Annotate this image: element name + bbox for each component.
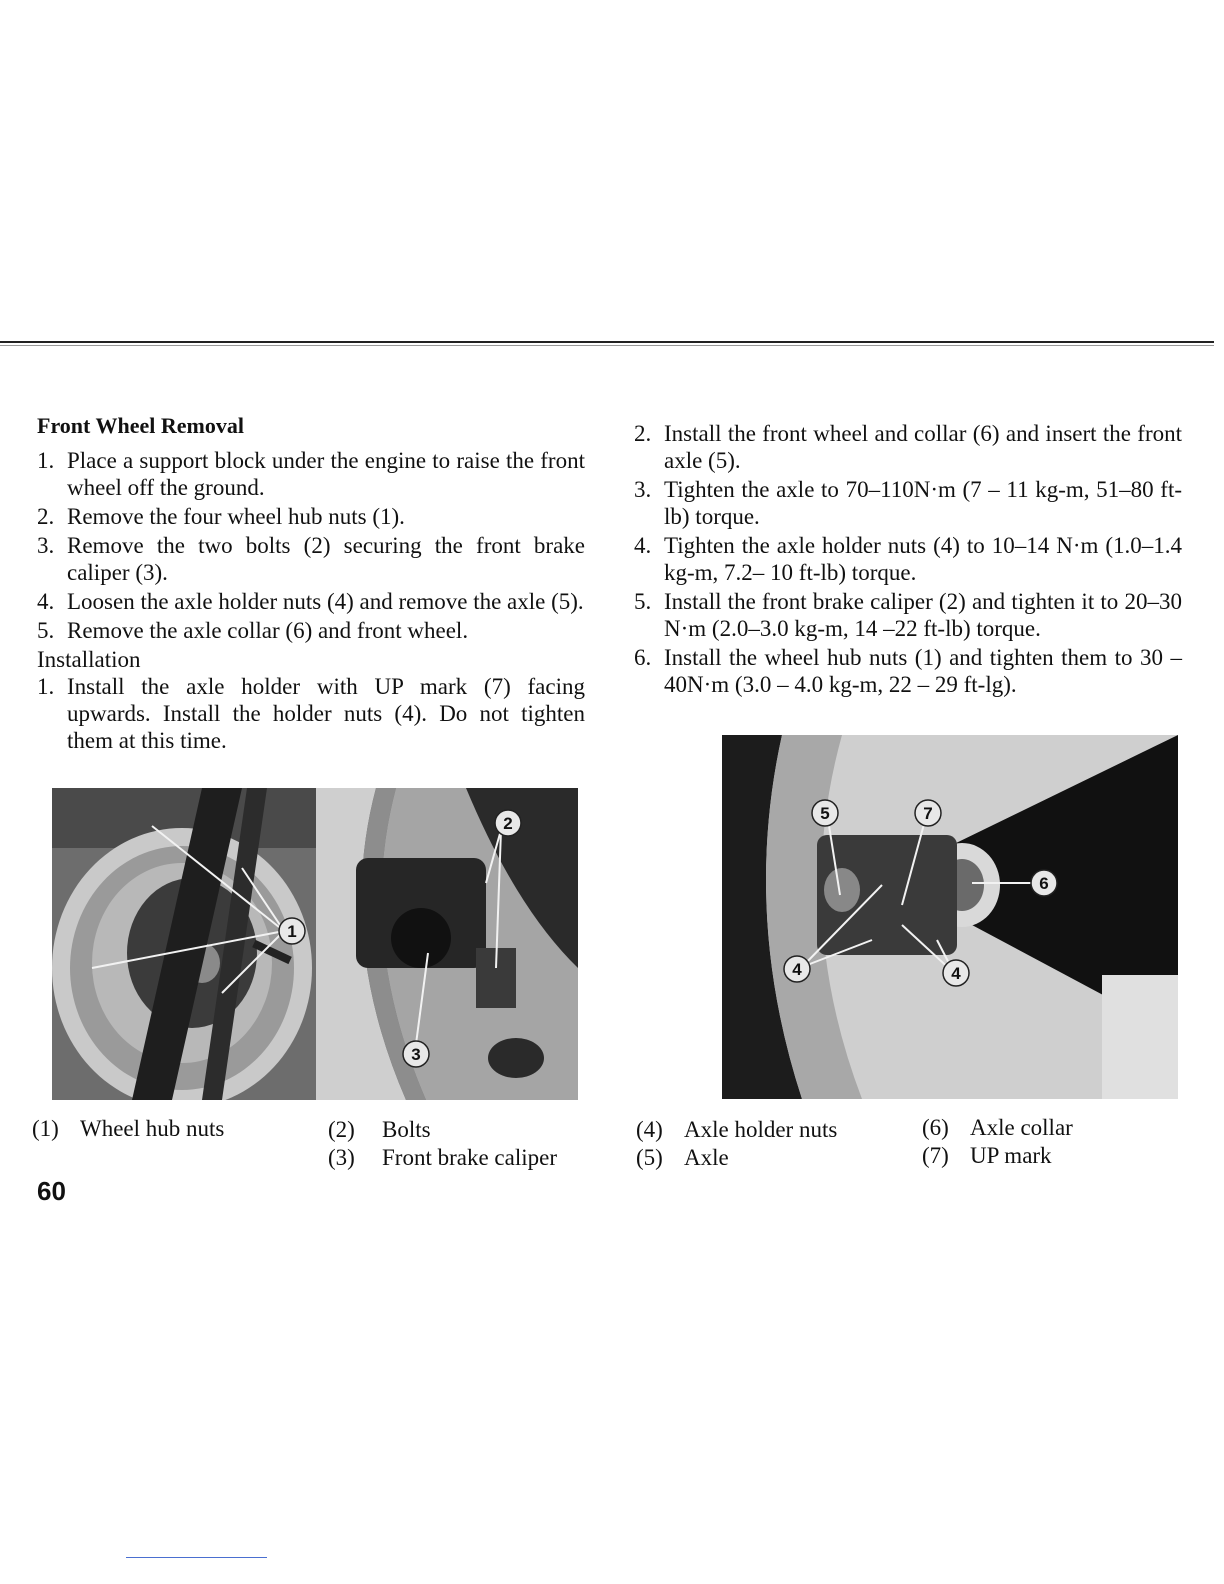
removal-steps	[37, 447, 585, 644]
list-item: 2. Remove the four wheel hub nuts (1).	[37, 504, 405, 529]
callout-3	[403, 1041, 429, 1067]
svg-text:5: 5	[820, 804, 830, 823]
wheel-hub-photo	[52, 788, 316, 1100]
caption-2: (2) Bolts	[328, 1117, 431, 1142]
callout-4a	[784, 956, 810, 982]
bottom-line	[126, 1557, 267, 1558]
caption-4: (4) Axle holder nuts	[636, 1117, 838, 1142]
caption-1: (1) Wheel hub nuts	[32, 1116, 225, 1141]
installation-heading: Installation	[37, 647, 141, 672]
callout-7	[915, 800, 941, 826]
right-column	[634, 420, 1182, 700]
list-item: 6. Install the wheel hub nuts (1) and tighten them to 30 – 40N·m (3.0 – 4.0 kg-m, 22 – 29 ft-lg).	[634, 645, 1182, 697]
caption-6: (6) Axle collar	[922, 1115, 1073, 1140]
callout-2	[495, 810, 521, 836]
install-steps	[37, 673, 585, 754]
list-item: 1. Place a support block under the engine to raise the front wheel off the ground.	[37, 448, 585, 500]
callout-6	[1031, 870, 1057, 896]
brake-caliper-photo	[316, 788, 578, 1100]
install-steps-continued	[634, 420, 1182, 698]
caption-7: (7) UP mark	[922, 1143, 1052, 1168]
svg-text:3: 3	[411, 1045, 421, 1064]
list-item: 1. Install the axle holder with UP mark (7) facing upwards. Install the holder nuts (4). Do not tighten them at this time.	[37, 674, 585, 753]
list-item: 5. Install the front brake caliper (2) and tighten it to 20–30 N·m (2.0–3.0 kg-m, 14 –22 ft-lb) torque.	[634, 589, 1182, 641]
top-rule	[0, 341, 1214, 343]
callout-4b	[943, 960, 969, 986]
list-item: 3. Remove the two bolts (2) securing the front brake caliper (3).	[37, 533, 585, 585]
callout-5	[812, 800, 838, 826]
top-rule-thin	[0, 345, 1214, 346]
list-item: 4. Tighten the axle holder nuts (4) to 10–14 N·m (1.0–1.4 kg-m, 7.2– 10 ft-lb) torque.	[634, 533, 1182, 585]
svg-text:6: 6	[1039, 874, 1049, 893]
svg-text:1: 1	[287, 922, 297, 941]
list-item: 3. Tighten the axle to 70–110N·m (7 – 11 kg-m, 51–80 ft-lb) torque.	[634, 477, 1182, 529]
svg-text:2: 2	[503, 814, 513, 833]
svg-text:7: 7	[923, 804, 933, 823]
section-heading: Front Wheel Removal	[37, 413, 244, 438]
axle-photo	[722, 735, 1178, 1099]
svg-text:4: 4	[792, 960, 802, 979]
callout-1	[279, 918, 305, 944]
list-item: 4. Loosen the axle holder nuts (4) and remove the axle (5).	[37, 589, 584, 614]
left-column	[37, 412, 585, 756]
page-number: 60	[37, 1176, 66, 1206]
list-item: 2. Install the front wheel and collar (6) and insert the front axle (5).	[634, 421, 1182, 473]
caption-5: (5) Axle	[636, 1145, 729, 1170]
caption-3: (3) Front brake caliper	[328, 1145, 557, 1170]
list-item: 5. Remove the axle collar (6) and front wheel.	[37, 618, 469, 643]
svg-text:4: 4	[951, 964, 961, 983]
